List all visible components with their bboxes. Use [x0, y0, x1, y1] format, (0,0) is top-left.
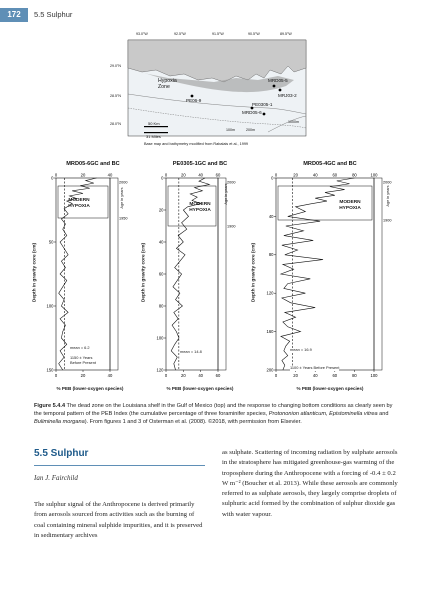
x-tick-label: 60 — [332, 373, 338, 378]
running-head — [0, 8, 432, 22]
y-tick-label: 100 — [46, 303, 54, 309]
y-tick-label: 150 — [46, 367, 54, 373]
y-tick-label: 120 — [156, 367, 164, 373]
x-tick-label: 40 — [198, 373, 204, 378]
y-tick-label: 160 — [266, 329, 274, 334]
section-rule — [34, 465, 205, 466]
panel-title: PE0305-1GC and BC — [172, 161, 228, 167]
modern-hypoxia-label: MODERN HYPOXIA — [189, 202, 211, 213]
scale-km: 50 Km — [148, 121, 160, 126]
x-tick-label-top: 0 — [164, 172, 168, 178]
y-tick-label: 0 — [271, 175, 274, 181]
age-tick-label: 2000 — [227, 180, 236, 185]
figure-caption — [34, 402, 399, 427]
y-tick-label: 40 — [268, 213, 274, 219]
modern-hypoxia-label: MODERN HYPOXIA — [339, 200, 361, 211]
y-tick-label: 0 — [51, 175, 54, 181]
species-names: Protononion atlanticum, Epistominella vitrea — [268, 411, 378, 418]
figure-label: Figure 5.4.4 — [34, 403, 66, 409]
age-tick-label: 2000 — [383, 180, 392, 185]
modern-hypoxia-label: MODERN HYPOXIA — [68, 198, 90, 209]
y-tick-label: 100 — [156, 335, 164, 341]
x-tick-label-top: 40 — [312, 172, 318, 178]
lon-tick: 91.5°W — [212, 32, 224, 36]
section-title: 5.5 Sulphur — [34, 448, 89, 459]
caption-and: and — [377, 411, 389, 418]
x-axis-label: % PEB (lower-oxygen species) — [296, 386, 364, 391]
x-tick-label: 40 — [312, 373, 318, 378]
y-tick-label: 80 — [268, 252, 274, 258]
scale-mi: 31 Miles — [146, 134, 161, 139]
lon-tick: 90.5°W — [248, 32, 260, 36]
x-tick-label-top: 60 — [215, 172, 221, 178]
age-note: 1100 ± Years Before Present — [290, 365, 340, 370]
lon-tick: 89.5°W — [280, 32, 292, 36]
panel-title: MRD05-6GC and BC — [66, 161, 120, 167]
section-author: Ian J. Fairchild — [34, 474, 78, 482]
y-tick-label: 120 — [266, 290, 274, 296]
map-credit: Base map and bathymetry modified from Rabalais et al., 1999 — [144, 142, 249, 146]
x-tick-label: 0 — [164, 373, 168, 378]
lat-tick: 28.5°N — [110, 94, 122, 98]
y-tick-label: 40 — [158, 239, 164, 245]
depth-label: 1000m — [288, 120, 299, 124]
figure-caption-text: The dead zone on the Louisiana shelf in the Gulf of Mexico (top) and the response to changing bottom conditions as clearly seen by the temporal pattern of the PEB Index (the cumulative percentage of three foraminifer species, — [34, 403, 393, 418]
station-label: MRD05-5 — [268, 78, 288, 83]
depth-label: 100m — [226, 128, 235, 132]
y-axis-label: Depth in gravity core (cm) — [32, 242, 38, 303]
body-paragraph-left: The sulphur signal of the Anthropocene is derived primarily from aerosols sourced from activities such as the burning of coal containing mineral sulphide impurities, and it is preserved in sedimentary archives — [34, 501, 203, 539]
station-label: MRD05-6 — [242, 110, 262, 115]
y-tick-label: 200 — [266, 367, 274, 373]
y-tick-label: 20 — [158, 207, 164, 213]
x-axis-label: % PEB (lower-oxygen species) — [166, 386, 234, 391]
lat-tick: 29.0°N — [110, 64, 122, 68]
x-tick-label: 40 — [107, 373, 113, 378]
x-tick-label-top: 60 — [332, 172, 338, 178]
x-tick-label: 0 — [274, 373, 278, 378]
age-tick-label: 1900 — [227, 224, 236, 229]
x-tick-label: 20 — [80, 373, 86, 378]
y-axis-label: Depth in gravity core (cm) — [251, 242, 257, 303]
lon-tick: 92.5°W — [174, 32, 186, 36]
panel-mrd05-6 — [32, 161, 136, 391]
x-tick-label: 20 — [180, 373, 186, 378]
panel-pe0305-1 — [141, 161, 240, 391]
x-tick-label-top: 0 — [54, 172, 58, 178]
station-label: MRJ03-2 — [278, 93, 297, 98]
age-note: 1150 ± Years Before Present — [70, 355, 96, 365]
age-axis-label: Age in years — [386, 185, 390, 207]
body-paragraph-right: as sulphate. Scattering of incoming radiation by sulphate aerosols in the stratosphere has mitigated greenhouse-gas warming of the troposphere during the Anthropocene with a forcing of -0.4 ± 0.2 W m⁻² (Boucher et al. 2013). While these aerosols are commonly referred to as sulphate aerosols, they largely comprise droplets of sulphuric acid formed by the combination of sulphur dioxide gas with water vapour. — [222, 449, 398, 518]
x-tick-label: 100 — [370, 373, 378, 378]
x-tick-label-top: 40 — [198, 172, 204, 178]
x-tick-label: 0 — [54, 373, 58, 378]
age-axis-label: Age in years — [120, 187, 124, 209]
station-label: PE06-9 — [186, 98, 202, 103]
hypoxia-zone-label: Hypoxia Zone — [158, 78, 177, 90]
y-tick-label: 0 — [161, 175, 164, 181]
age-tick-label: 1950 — [119, 216, 128, 221]
x-tick-label: 80 — [352, 373, 357, 378]
depth-label: 200m — [246, 128, 255, 132]
age-axis-frame — [374, 178, 382, 370]
y-tick-label: 60 — [158, 271, 164, 277]
hypoxia-map — [110, 28, 317, 154]
x-tick-label-top: 0 — [274, 172, 278, 178]
x-tick-label-top: 40 — [107, 172, 113, 178]
x-tick-label-top: 20 — [80, 172, 86, 178]
y-tick-label: 50 — [48, 239, 54, 245]
mean-label: mean = 6.2 — [70, 345, 90, 350]
lon-tick: 93.0°W — [136, 32, 148, 36]
lat-tick: 28.0°N — [110, 122, 122, 126]
x-axis-label: % PEB (lower-oxygen species) — [56, 386, 124, 391]
mean-label: mean = 16.9 — [290, 347, 312, 352]
panel-title: MRD05-4GC and BC — [303, 161, 357, 167]
x-tick-label-top: 100 — [370, 172, 378, 178]
caption-tail: ). From figures 1 and 3 of Osterman et al. (2008). ©2018, with permission from Elsevier. — [84, 419, 302, 426]
panel-mrd05-4 — [251, 161, 392, 391]
age-axis-frame — [110, 178, 118, 370]
age-axis-label: Age in years — [224, 183, 228, 205]
x-tick-label-top: 20 — [293, 172, 298, 178]
y-axis-label: Depth in gravity core (cm) — [141, 242, 147, 303]
station-label: PE0305-1 — [252, 102, 273, 107]
species-name: Buliminella morgana — [34, 419, 85, 426]
x-tick-label-top: 80 — [352, 172, 357, 178]
age-tick-label: 2000 — [119, 180, 128, 185]
x-tick-label-top: 20 — [180, 172, 186, 178]
x-tick-label: 60 — [215, 373, 221, 378]
age-tick-label: 1900 — [383, 218, 392, 223]
page-number: 172 — [0, 8, 28, 22]
x-tick-label: 20 — [293, 373, 298, 378]
mean-label: mean = 14.8 — [180, 349, 202, 354]
y-tick-label: 80 — [158, 303, 164, 309]
running-head-title: 5.5 Sulphur — [34, 10, 73, 19]
